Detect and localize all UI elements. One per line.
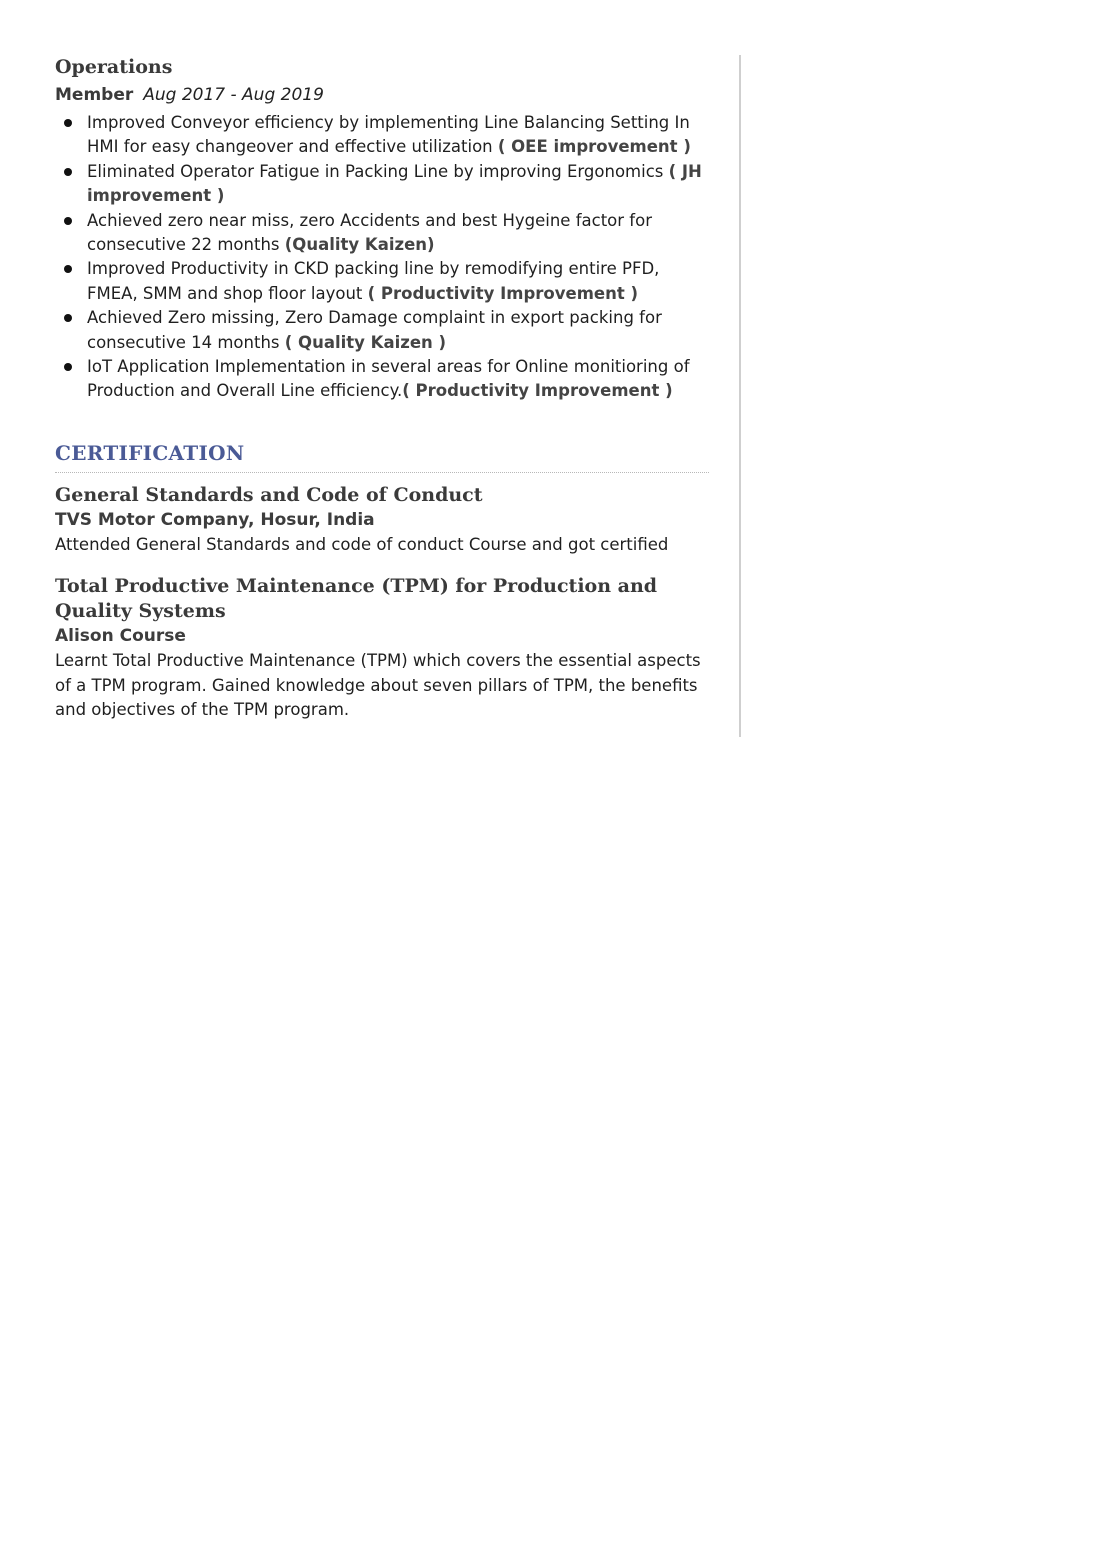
organization-name: Operations (55, 56, 173, 78)
achievement-tag: ( Productivity Improvement ) (402, 381, 673, 401)
certification-entry (55, 483, 710, 557)
achievement-text: Achieved zero near miss, zero Accidents and best Hygeine factor for consecutive 22 months (87, 210, 652, 255)
role-line (55, 82, 710, 108)
achievement-tag: ( Productivity Improvement ) (367, 283, 639, 303)
column-divider (739, 55, 741, 737)
achievement-item (55, 355, 710, 404)
achievement-item (55, 160, 710, 209)
achievement-item (55, 306, 710, 355)
achievement-item (55, 111, 710, 160)
achievement-text: Eliminated Operator Fatigue in Packing Line by improving Ergonomics (87, 161, 669, 181)
achievement-text: IoT Application Implementation in several areas for Online monitioring of Production and Overall Line efficiency. (87, 357, 690, 401)
main-column (55, 52, 710, 723)
achievement-text: Achieved Zero missing, Zero Damage complaint in export packing for consecutive 14 months (87, 308, 662, 352)
certification-entry (55, 574, 710, 722)
achievement-text: Improved Conveyor efficiency by implementing Line Balancing Setting In HMI for easy changeover and effective utilization (87, 113, 690, 157)
role-dates: Aug 2017 - Aug 2019 (143, 85, 324, 105)
achievement-list (55, 111, 710, 404)
certification-issuer: Alison Course (55, 626, 186, 647)
certification-description: Learnt Total Productive Maintenance (TPM) which covers the essential aspects of a TPM program. Gained knowledge about seven pillars of TPM, the benefits and objectives of the TPM program. (55, 651, 701, 720)
achievement-text: Improved Productivity in CKD packing line by remodifying entire PFD, FMEA, SMM and shop floor layout (87, 259, 660, 303)
achievement-item (55, 209, 710, 258)
section-heading-certification: CERTIFICATION (55, 440, 245, 465)
achievement-tag: (Quality Kaizen) (284, 235, 435, 255)
certification-title: Total Productive Maintenance (TPM) for Production and Quality Systems (55, 575, 658, 623)
achievement-tag: ( Quality Kaizen ) (284, 332, 447, 352)
certification-description: Attended General Standards and code of conduct Course and got certified (55, 534, 669, 554)
achievement-item (55, 257, 710, 306)
section-divider (55, 472, 709, 473)
experience-entry (55, 52, 710, 404)
achievement-tag: ( OEE improvement ) (497, 137, 691, 157)
achievement-tag: ( JH improvement ) (87, 161, 702, 206)
certification-issuer: TVS Motor Company, Hosur, India (55, 509, 375, 530)
role-title: Member (55, 85, 134, 105)
certification-title: General Standards and Code of Conduct (55, 483, 483, 506)
